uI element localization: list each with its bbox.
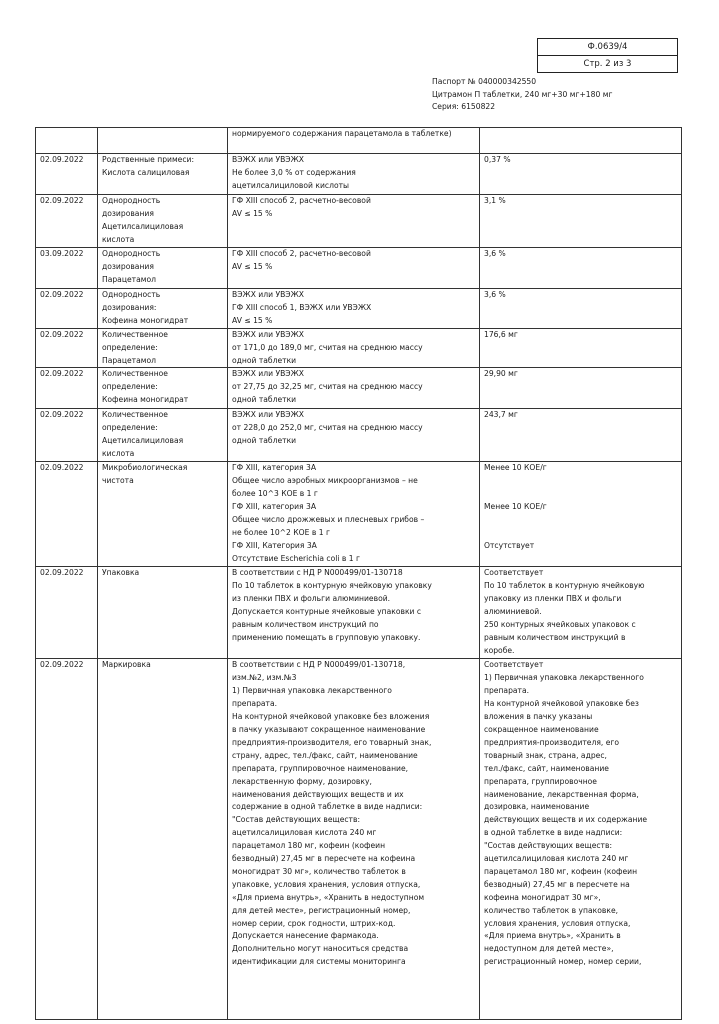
test-result: 243,7 мг xyxy=(480,409,682,462)
test-result: Соответствует По 10 таблеток в контурную ячейковую упаковку из пленки ПВХ и фольги алюминиевой. 250 контурных ячейковых упаковок с равным количеством инструкций в коробе. xyxy=(480,567,682,659)
test-date: 02.09.2022 xyxy=(36,462,98,567)
test-norm: ВЭЖХ или УВЭЖХ от 228,0 до 252,0 мг, считая на среднюю массу одной таблетки xyxy=(228,409,480,462)
test-results-table xyxy=(35,127,682,1020)
test-norm: ГФ XIII способ 2, расчетно-весовой AV ≤ 15 % xyxy=(228,248,480,289)
test-date: 02.09.2022 xyxy=(36,567,98,659)
test-name: Количественное определение: Парацетамол xyxy=(98,328,228,368)
table-row xyxy=(36,289,682,329)
form-code: Ф.0639/4 xyxy=(587,42,628,52)
test-norm: В соответствии с НД Р N000499/01-130718 По 10 таблеток в контурную ячейковую упаковку из пленки ПВХ и фольги алюминиевой. Допускается контурные ячейковые упаковки с равным количеством инструкций по применению помещать в групповую упаковку. xyxy=(228,567,480,659)
test-date: 02.09.2022 xyxy=(36,659,98,1020)
table-row xyxy=(36,567,682,659)
test-norm: ВЭЖХ или УВЭЖХ от 27,75 до 32,25 мг, считая на среднюю массу одной таблетки xyxy=(228,368,480,409)
test-result: 0,37 % xyxy=(480,154,682,195)
table-row xyxy=(36,154,682,195)
passport-number: Паспорт № 040000342550 xyxy=(432,77,537,86)
table-row xyxy=(36,659,682,1020)
test-name: Родственные примеси: Кислота салициловая xyxy=(98,154,228,195)
test-result: Соответствует 1) Первичная упаковка лекарственного препарата. На контурной ячейковой упаковке без вложения в пачку указаны сокращенное наименование предприятия-производителя, его товарный знак, страна, адрес, тел./факс, сайт, наименование препарата, группировочное наименование, лекарственная форма, дозировка, наименование действующих веществ и их содержание в одной таблетке в виде надписи: "Состав действующих веществ: ацетилсалициловая кислота 240 мг парацетамол 180 мг, кофеин (кофеин безводный) 27,45 мг в пересчете на кофеина моногидрат 30 мг», количество таблеток в упаковке, условия хранения, условия отпуска, «Для приема внутрь», «Хранить в недоступном для детей месте», регистрационный номер, номер серии, xyxy=(480,659,682,1020)
test-date: 03.09.2022 xyxy=(36,248,98,289)
table-row xyxy=(36,328,682,368)
test-name: Количественное определение: Ацетилсалициловая кислота xyxy=(98,409,228,462)
test-name: Упаковка xyxy=(98,567,228,659)
test-result: 3,6 % xyxy=(480,289,682,329)
test-result xyxy=(480,128,682,154)
test-result: 29,90 мг xyxy=(480,368,682,409)
table-row xyxy=(36,128,682,154)
test-norm: В соответствии с НД Р N000499/01-130718, изм.№2, изм.№3 1) Первичная упаковка лекарственного препарата. На контурной ячейковой упаковке без вложения в пачку указывают сокращенное наименование предприятия-производителя, его товарный знак, страну, адрес, тел./факс, сайт, наименование препарата, группировочное наименование, лекарственную форму, дозировку, наименования действующих веществ и их содержание в одной таблетке в виде надписи: "Состав действующих веществ: ацетилсалициловая кислота 240 мг парацетамол 180 мг, кофеин (кофеин безводный) 27,45 мг в пересчете на кофеина моногидрат 30 мг», количество таблеток в упаковке, условия хранения, условия отпуска, «Для приема внутрь», «Хранить в недоступном для детей месте», регистрационный номер, номер серии, срок годности, штрих-код. Допускается нанесение фармакода. Дополнительно могут наноситься средства идентификации для системы мониторинга xyxy=(228,659,480,1020)
test-name: Маркировка xyxy=(98,659,228,1020)
test-date: 02.09.2022 xyxy=(36,195,98,248)
test-result: 3,6 % xyxy=(480,248,682,289)
table-row xyxy=(36,195,682,248)
test-name: Однородность дозирования Парацетамол xyxy=(98,248,228,289)
test-result: 176,6 мг xyxy=(480,328,682,368)
table-row xyxy=(36,248,682,289)
table-row xyxy=(36,409,682,462)
test-date: 02.09.2022 xyxy=(36,328,98,368)
test-norm: ГФ XIII, категория 3А Общее число аэробных микроорганизмов – не более 10^3 КОЕ в 1 г ГФ XIII, категория 3А Общее число дрожжевых и плесневых грибов – не более 10^2 КОЕ в 1 г ГФ XIII, Категория 3А Отсутствие Escherichia coli в 1 г xyxy=(228,462,480,567)
test-result: Менее 10 КОЕ/г Менее 10 КОЕ/г Отсутствует xyxy=(480,462,682,567)
test-date: 02.09.2022 xyxy=(36,154,98,195)
test-norm: ВЭЖХ или УВЭЖХ от 171,0 до 189,0 мг, считая на среднюю массу одной таблетки xyxy=(228,328,480,368)
page-number: Стр. 2 из 3 xyxy=(538,55,677,72)
test-name xyxy=(98,128,228,154)
test-date: 02.09.2022 xyxy=(36,368,98,409)
test-result: 3,1 % xyxy=(480,195,682,248)
test-name: Однородность дозирования: Кофеина моногидрат xyxy=(98,289,228,329)
test-norm: ВЭЖХ или УВЭЖХ Не более 3,0 % от содержания ацетилсалициловой кислоты xyxy=(228,154,480,195)
series-number: Серия: 6150822 xyxy=(432,102,496,111)
product-name: Цитрамон П таблетки, 240 мг+30 мг+180 мг xyxy=(432,89,613,99)
test-norm: ГФ XIII способ 2, расчетно-весовой AV ≤ 15 % xyxy=(228,195,480,248)
test-norm: ВЭЖХ или УВЭЖХ ГФ XIII способ 1, ВЭЖХ или УВЭЖХ AV ≤ 15 % xyxy=(228,289,480,329)
test-norm: нормируемого содержания парацетамола в таблетке) xyxy=(228,128,480,154)
test-name: Однородность дозирования Ацетилсалициловая кислота xyxy=(98,195,228,248)
table-row xyxy=(36,462,682,567)
passport-header xyxy=(432,76,612,114)
test-date: 02.09.2022 xyxy=(36,289,98,329)
test-date xyxy=(36,128,98,154)
test-date: 02.09.2022 xyxy=(36,409,98,462)
form-code-box xyxy=(537,38,678,73)
table-row xyxy=(36,368,682,409)
test-name: Микробиологическая чистота xyxy=(98,462,228,567)
test-name: Количественное определение: Кофеина моногидрат xyxy=(98,368,228,409)
